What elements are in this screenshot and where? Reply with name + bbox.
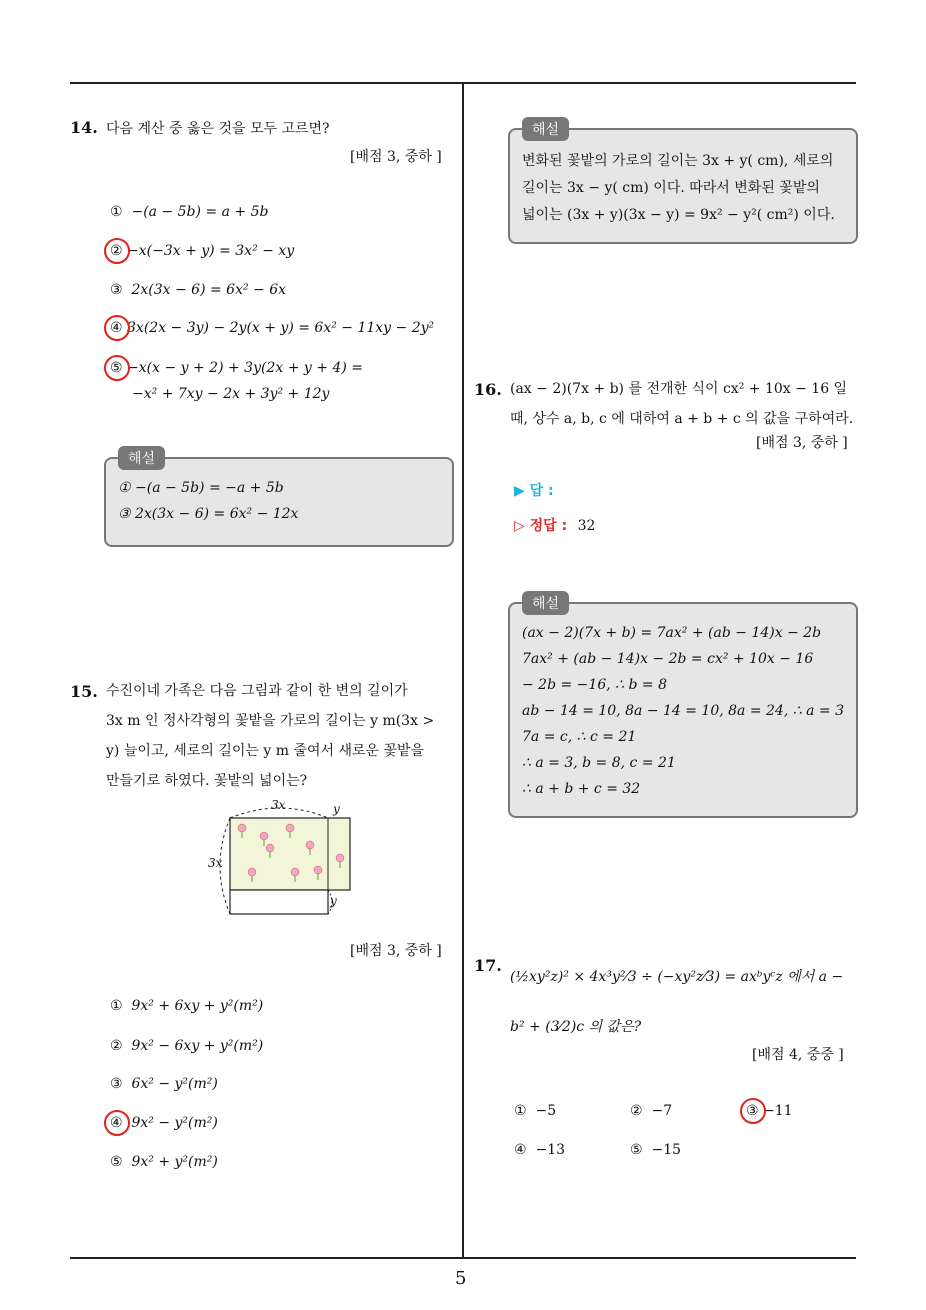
q16-explanation-line: 7a = c, ∴ c = 21 [522,729,637,745]
q17-number: 17. [474,956,502,975]
q14-explanation-tab: 해설 [118,446,165,470]
q16-correct-label: ▷ 정답 : [514,518,568,534]
q16-line: (ax − 2)(7x + b) 를 전개한 식이 cx² + 10x − 16 일 [510,381,848,397]
q16-number: 16. [474,380,502,399]
q14-option-4[interactable]: ④ 3x(2x − 3y) − 2y(x + y) = 6x² − 11xy − 2y² [110,320,435,336]
q17-option-3[interactable]: ③ −11 [746,1103,793,1119]
q15-option-3[interactable]: ③ 6x² − y²(m²) [110,1076,218,1092]
q17-option-2[interactable]: ② −7 [630,1103,673,1119]
q15-explanation-line: 길이는 3x − y( cm) 이다. 따라서 변화된 꽃밭의 [522,180,820,196]
q16-explanation-line: ab − 14 = 10, 8a − 14 = 10, 8a = 24, ∴ a = 3 [522,703,844,719]
q14-number: 14. [70,118,98,137]
q16-line: 때, 상수 a, b, c 에 대하여 a + b + c 의 값을 구하여라. [510,411,854,427]
q14-meta: [배점 3, 중하 ] [350,149,442,165]
q15-text [106,676,458,796]
q16-explanation-line: ∴ a = 3, b = 8, c = 21 [522,755,676,771]
figure-label-bottom-right: y [330,894,337,908]
q15-option-4[interactable]: ④ 9x² − y²(m²) [110,1115,218,1131]
q15-option-1[interactable]: ① 9x² + 6xy + y²(m²) [110,998,264,1014]
q17-line1: (½xy²z)² × 4x³y²⁄3 ÷ (−xy²z⁄3) = axᵇyᶜz 에서 a − [510,969,844,985]
figure-label-left: 3x [208,856,223,870]
bottom-rule [70,1257,856,1259]
q15-explanation-line: 넓이는 (3x + y)(3x − y) = 9x² − y²( cm²) 이다. [522,207,835,223]
q15-figure [200,798,370,918]
q17-line2: b² + (3⁄2)c 의 값은? [510,1019,642,1035]
q16-explanation-line: (ax − 2)(7x + b) = 7ax² + (ab − 14)x − 2b [522,625,822,641]
q14-option-3[interactable]: ③ 2x(3x − 6) = 6x² − 6x [110,282,287,298]
q14-option-5[interactable]: ⑤ −x(x − y + 2) + 3y(2x + y + 4) = [110,360,363,376]
q17-option-4[interactable]: ④ −13 [514,1142,566,1158]
q15-explanation-tab: 해설 [522,117,569,141]
q15-line: 만들기로 하였다. 꽃밭의 넓이는? [106,773,308,789]
answer-circle [104,238,130,264]
q14-explanation-box [104,457,454,547]
q16-explanation-tab: 해설 [522,591,569,615]
q16-explanation-line: − 2b = −16, ∴ b = 8 [522,677,667,693]
column-divider [462,82,464,1258]
q16-explanation-line: 7ax² + (ab − 14)x − 2b = cx² + 10x − 16 [522,651,814,667]
q15-meta: [배점 3, 중하 ] [350,943,442,959]
figure-label-right-top: y [333,802,340,816]
q14-option-2[interactable]: ② −x(−3x + y) = 3x² − xy [110,243,295,259]
q14-option-1[interactable]: ① −(a − 5b) = a + 5b [110,204,269,220]
q16-correct-value: 32 [577,518,596,534]
q14-explanation-line: ① −(a − 5b) = −a + 5b [118,480,284,496]
q17-option-1[interactable]: ① −5 [514,1103,557,1119]
answer-circle [740,1098,766,1124]
q16-explanation-line: ∴ a + b + c = 32 [522,781,641,797]
answer-circle [104,1110,130,1136]
answer-circle [104,355,130,381]
q16-correct-row [514,515,595,535]
q15-option-5[interactable]: ⑤ 9x² + y²(m²) [110,1154,218,1170]
q17-meta: [배점 4, 중중 ] [752,1047,844,1063]
q15-line: y) 늘이고, 세로의 길이는 y m 줄여서 새로운 꽃밭을 [106,743,425,759]
q15-explanation-line: 변화된 꽃밭의 가로의 길이는 3x + y( cm), 세로의 [522,153,834,169]
q16-meta: [배점 3, 중하 ] [756,435,848,451]
q15-line: 수진이네 가족은 다음 그림과 같이 한 변의 길이가 [106,683,408,699]
q17-option-5[interactable]: ⑤ −15 [630,1142,682,1158]
page-number: 5 [455,1268,467,1289]
flower-bed-diagram [200,798,370,918]
q14-option-5-cont: −x² + 7xy − 2x + 3y² + 12y [132,386,330,402]
q15-option-2[interactable]: ② 9x² − 6xy + y²(m²) [110,1038,264,1054]
q16-answer-label: ▶ 답 : [514,483,554,499]
q15-number: 15. [70,682,98,701]
answer-circle [104,315,130,341]
figure-label-top: 3x [271,798,286,812]
q16-text [510,374,860,434]
q14-text: 다음 계산 중 옳은 것을 모두 고르면? [106,121,330,137]
q14-explanation-line: ③ 2x(3x − 6) = 6x² − 12x [118,506,299,522]
q15-line: 3x m 인 정사각형의 꽃밭을 가로의 길이는 y m(3x > [106,713,435,729]
